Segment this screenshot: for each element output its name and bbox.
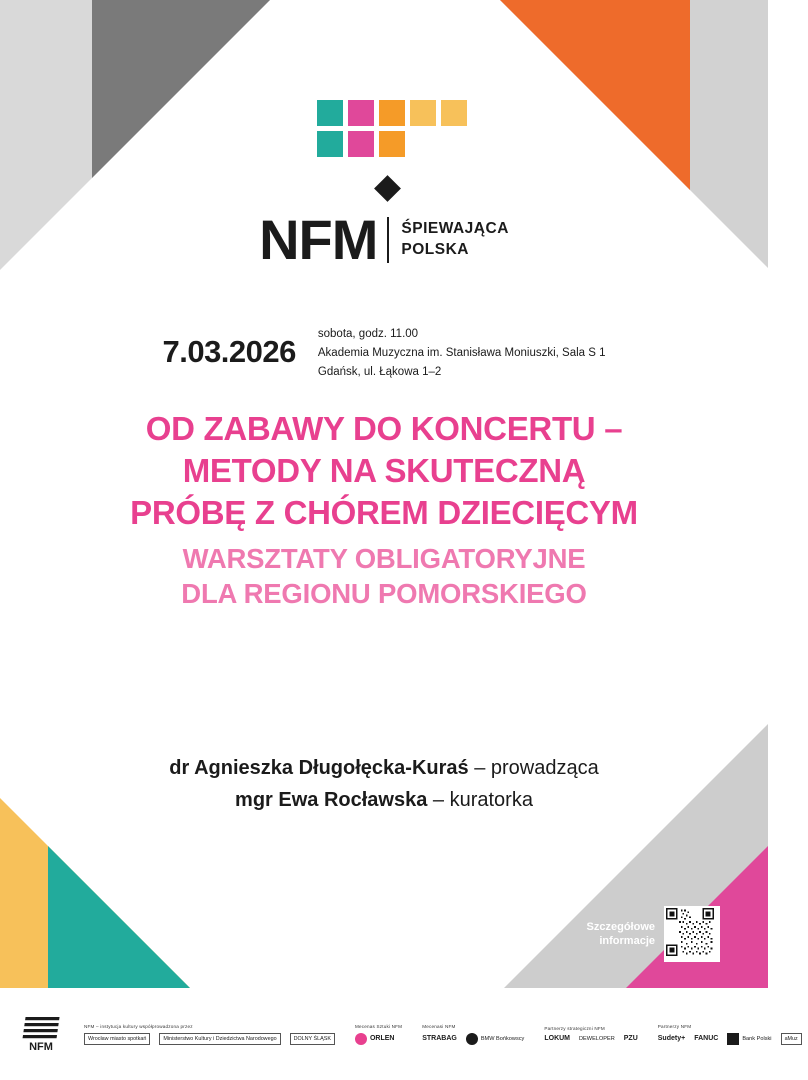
footer-group-nfm <box>18 1017 70 1053</box>
logo-mkidn: Ministerstwo Kultury i Dziedzictwa Narodowego <box>159 1033 280 1045</box>
logo-subtitle-line-2: POLSKA <box>401 241 469 258</box>
title-line-2: METODY NA SKUTECZNĄ <box>182 452 586 490</box>
footer-group-partnerzy-strategiczni <box>538 1026 643 1043</box>
qr-info-block[interactable] <box>587 906 720 962</box>
footer-caption: Partnerzy strategiczni NFM <box>544 1025 605 1031</box>
person-role: – kuratorka <box>427 789 533 811</box>
page-title <box>0 408 768 535</box>
bank-polski-mark-icon <box>727 1033 739 1045</box>
logo-square <box>379 131 405 157</box>
diamond-icon <box>374 175 401 202</box>
page-subtitle <box>0 541 768 613</box>
logo-divider <box>387 217 389 263</box>
logo-nfm-text: NFM <box>259 208 378 271</box>
nfm-footer-logo <box>24 1017 58 1053</box>
footer-caption: Mecenas Sztuki NFM <box>354 1024 403 1029</box>
footer-caption: Partnerzy NFM <box>657 1023 692 1029</box>
logo-square <box>348 131 374 157</box>
qr-label-line-2: informacje <box>599 935 655 947</box>
logo-strabag: STRABAG <box>422 1034 457 1042</box>
logo-square-empty <box>441 131 467 157</box>
logo-square <box>441 100 467 126</box>
logo-orlen <box>355 1033 395 1045</box>
nfm-logo <box>0 100 768 271</box>
qr-label-line-1: Szczegółowe <box>586 920 655 933</box>
title-line-1: OD ZABAWY DO KONCERTU – <box>145 410 623 447</box>
logo-sudety: Sudety+ <box>657 1034 686 1042</box>
person-name: dr Agnieszka Długołęcka-Kuraś <box>169 757 469 779</box>
logo-fanuc: FANUC <box>694 1034 719 1042</box>
nfm-bars-icon <box>22 1017 59 1039</box>
decor-triangle-bottom-left-teal <box>48 846 190 988</box>
footer-caption: NFM – instytucja kultury współprowadzona przez <box>84 1023 193 1029</box>
logo-square <box>317 131 343 157</box>
logo-bank-polski-text: Bank Polski <box>742 1035 772 1042</box>
logo-square-grid <box>317 100 467 157</box>
subtitle-line-1: WARSZTATY OBLIGATORYJNE <box>182 542 586 574</box>
subtitle-line-2: DLA REGIONU POMORSKIEGO <box>181 578 587 610</box>
logo-square <box>379 100 405 126</box>
logo-subtitle <box>401 219 509 261</box>
qr-label <box>587 920 655 949</box>
sponsor-footer <box>0 988 798 1080</box>
footer-group-partnerzy <box>652 1024 808 1045</box>
venue-line-address: Gdańsk, ul. Łąkowa 1–2 <box>317 365 442 378</box>
logo-lokum: LOKUM <box>544 1034 571 1042</box>
orlen-mark-icon <box>355 1033 367 1045</box>
footer-group-public <box>78 1024 341 1045</box>
event-title-block <box>0 408 768 612</box>
logo-orlen-text: ORLEN <box>369 1034 395 1042</box>
logo-square <box>410 100 436 126</box>
title-line-3: PRÓBĘ Z CHÓREM DZIECIĘCYM <box>130 494 638 532</box>
venue-line-time: sobota, godz. 11.00 <box>317 328 419 340</box>
logo-pzu: PZU <box>623 1034 638 1042</box>
logo-wordmark <box>259 208 509 271</box>
people-list <box>0 752 768 816</box>
logo-wroclaw: Wrocław miasto spotkań <box>84 1033 150 1045</box>
logo-deweloper: DEWELOPER <box>579 1035 615 1042</box>
footer-group-mecenas-sztuki <box>349 1024 408 1045</box>
person-row <box>0 752 768 784</box>
venue-line-place: Akademia Muzyczna im. Stanisława Moniuszki, Sala S 1 <box>317 346 606 359</box>
logo-bmw-text: BMW Bońkowscy <box>480 1035 525 1042</box>
person-name: mgr Ewa Rocławska <box>235 789 428 811</box>
person-role: – prowadząca <box>468 757 599 779</box>
logo-square-empty <box>410 131 436 157</box>
footer-group-mecenasi <box>416 1024 530 1045</box>
qr-code-icon[interactable] <box>664 906 720 962</box>
person-row <box>0 784 768 816</box>
logo-bmw-bonkowscy <box>466 1033 525 1045</box>
logo-square <box>317 100 343 126</box>
logo-amuz: aMuz <box>781 1033 802 1045</box>
logo-bank-polski <box>727 1033 771 1045</box>
event-venue <box>318 322 606 382</box>
event-date: 7.03.2026 <box>162 334 296 369</box>
bmw-mark-icon <box>466 1033 478 1045</box>
nfm-footer-text: NFM <box>29 1040 53 1053</box>
event-meta <box>0 322 768 382</box>
logo-dolny-slask: DOLNY ŚLĄSK <box>290 1033 335 1045</box>
logo-square <box>348 100 374 126</box>
footer-caption: Mecenasi NFM <box>422 1024 456 1029</box>
logo-subtitle-line-1: ŚPIEWAJĄCA <box>401 220 509 238</box>
